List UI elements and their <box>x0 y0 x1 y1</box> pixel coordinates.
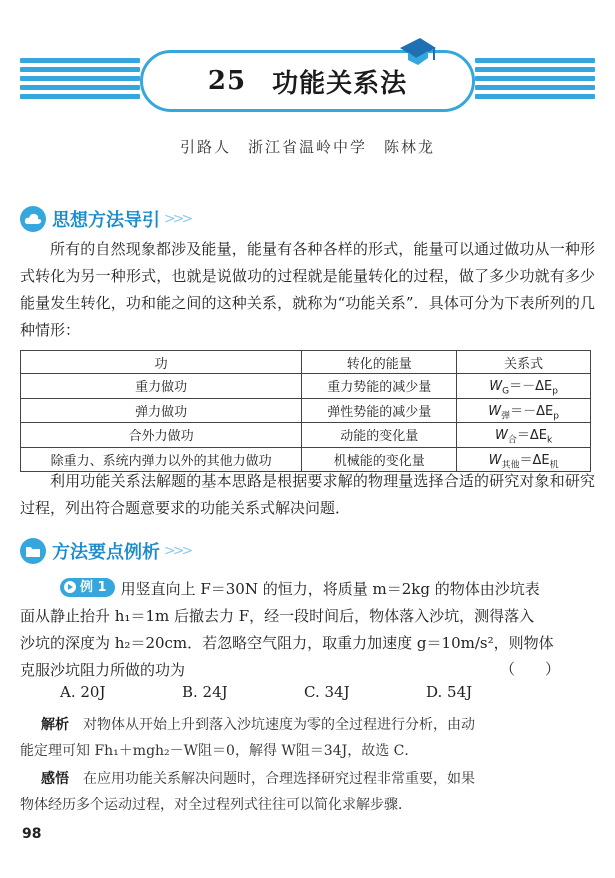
insight-line: 感悟 在应用功能关系解决问题时，合理选择研究过程非常重要，如果 <box>41 771 475 787</box>
chapter-title: 功能关系法 <box>272 68 408 99</box>
analysis-line: 能定理可知 Fh₁＋mgh₂－W阻＝0，解得 W阻＝34J，故选 C． <box>20 743 419 759</box>
author-line: 引路人 浙江省温岭中学 陈林龙 <box>179 138 435 156</box>
example-line: 例 1 用竖直向上 F＝30N 的恒力，将质量 m＝2kg 的物体由沙坑表 <box>20 576 595 603</box>
table-header: 转化的能量 <box>302 351 457 374</box>
formula-cell: $W_弹=-\Delta E_p$ <box>457 398 591 423</box>
table-header-row <box>21 351 591 374</box>
table-header: 关系式 <box>457 351 591 374</box>
example-badge: 例 1 <box>60 578 115 597</box>
table-header: 功 <box>21 351 302 374</box>
play-icon <box>64 581 76 593</box>
analysis-line: 解析 对物体从开始上升到落入沙坑速度为零的全过程进行分析，由动 <box>41 717 475 733</box>
page-number: 98 <box>22 826 42 842</box>
section-header-guide <box>20 206 190 232</box>
table-cell: 弹性势能的减少量 <box>302 398 457 423</box>
table-cell: 机械能的变化量 <box>302 447 457 472</box>
approach-paragraph: 利用功能关系法解题的基本思路是根据要求解的物理量选择合适的研究对象和研究过程，列出符合题意要求的功能关系式解决问题． <box>20 472 595 517</box>
example-line: 克服沙坑阻力所做的功为 <box>20 661 186 679</box>
double-chevron-icon: >>> <box>164 543 191 559</box>
table-row <box>21 423 591 448</box>
formula-cell: $W_G=-\Delta E_p$ <box>457 374 591 399</box>
section-header-analysis <box>20 538 190 564</box>
option-c: C. 34J <box>304 683 350 701</box>
title-stripes-left <box>20 58 140 106</box>
table-cell: 动能的变化量 <box>302 423 457 448</box>
insight-label: 感悟 <box>41 771 69 787</box>
graduation-cap-icon <box>398 34 438 70</box>
example-line: 面从静止抬升 h₁＝1m 后撤去力 F，经一段时间后，物体落入沙坑，测得落入 <box>20 607 535 625</box>
example-line: 沙坑的深度为 h₂＝20cm．若忽略空气阻力，取重力加速度 g＝10m/s²，则物体 <box>20 634 554 652</box>
answer-options <box>60 683 580 701</box>
option-a: A. 20J <box>60 683 106 701</box>
table-cell: 弹力做功 <box>21 398 302 423</box>
insight-line: 物体经历多个运动过程，对全过程列式往往可以简化求解步骤． <box>20 797 412 813</box>
analysis-label: 解析 <box>41 717 69 733</box>
formula-cell: $W_{其他}=\Delta E_机$ <box>457 447 591 472</box>
chapter-number: 25 <box>207 66 247 96</box>
option-b: B. 24J <box>182 683 228 701</box>
option-d: D. 54J <box>426 683 473 701</box>
table-row <box>21 374 591 399</box>
cloud-icon <box>20 206 46 232</box>
folder-icon <box>20 538 46 564</box>
energy-relation-table <box>20 350 591 472</box>
section-title: 思想方法导引 <box>52 210 160 231</box>
answer-bracket: （ ） <box>500 660 561 678</box>
table-cell: 重力势能的减少量 <box>302 374 457 399</box>
intro-paragraph: 所有的自然现象都涉及能量，能量有各种各样的形式，能量可以通过做功从一种形式转化为另一种形式，也就是说做功的过程就是能量转化的过程，做了多少功就有多少能量发生转化，功和能之间的这种关系，就称为“功能关系”．具体可分为下表所列的几种情形： <box>20 240 595 339</box>
table-row <box>21 398 591 423</box>
double-chevron-icon: >>> <box>164 211 191 227</box>
title-stripes-right <box>475 58 595 106</box>
formula-cell: $W_合=\Delta E_k$ <box>457 423 591 448</box>
table-cell: 合外力做功 <box>21 423 302 448</box>
table-cell: 重力做功 <box>21 374 302 399</box>
table-cell: 除重力、系统内弹力以外的其他力做功 <box>21 447 302 472</box>
section-title: 方法要点例析 <box>52 542 160 563</box>
